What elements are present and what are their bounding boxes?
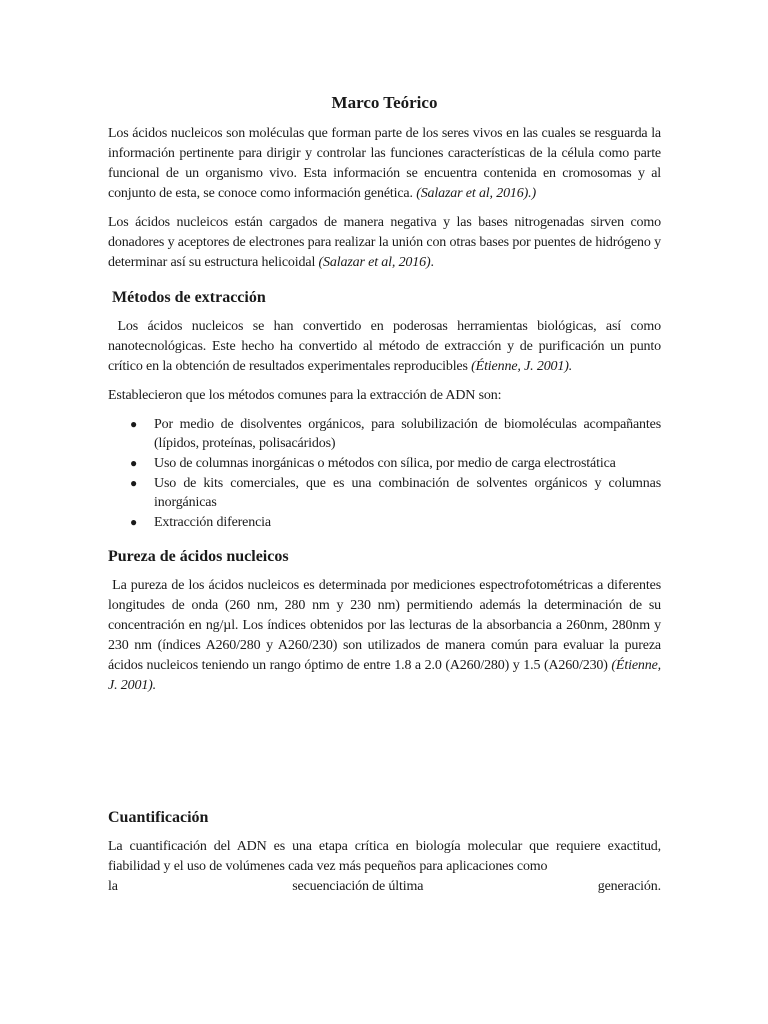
intro-paragraph-2-text: Los ácidos nucleicos están cargados de manera negativa y las bases nitrogenadas sirven como donadores y aceptores de electrones para realizar la unión con otras bases por puentes de hidrógeno y determinar así su estructura helicoidal [108, 215, 661, 270]
list-item-text: Por medio de disolventes orgánicos, para solubilización de biomoléculas acompañantes (lípidos, proteínas, polisacáridos) [154, 417, 661, 451]
list-item [130, 513, 661, 532]
blank-space [108, 705, 661, 793]
section-heading-metodos: Métodos de extracción [112, 289, 266, 306]
section-heading-pureza: Pureza de ácidos nucleicos [108, 548, 289, 565]
metodos-paragraph-1 [108, 317, 661, 377]
metodos-paragraph-1-text: Los ácidos nucleicos se han convertido en poderosas herramientas biológicas, así como nanotecnológicas. Este hecho ha convertido al método de extracción y de purificación un punto crítico en la obtención de resultados experimentales reproducibles [108, 319, 661, 374]
intro-paragraph-2 [108, 213, 661, 273]
citation: (Salazar et al, 2016) [318, 255, 431, 270]
list-item [130, 454, 661, 473]
word: la [108, 879, 118, 894]
period: . [430, 255, 434, 270]
metodos-paragraph-2: Establecieron que los métodos comunes para la extracción de ADN son: [108, 388, 502, 403]
list-item-text: Uso de columnas inorgánicas o métodos con sílica, por medio de carga electrostática [154, 456, 616, 471]
bullet-icon: ● [130, 417, 138, 431]
bullet-icon: ● [130, 515, 138, 529]
extraction-methods-list [108, 415, 661, 532]
intro-paragraph-1 [108, 124, 661, 204]
word: secuenciación de última [292, 879, 424, 894]
document-body [108, 92, 661, 897]
word: generación. [597, 879, 661, 894]
list-item-text: Uso de kits comerciales, que es una combinación de solventes orgánicos y columnas inorgánicas [154, 476, 661, 510]
citation: (Salazar et al, 2016).) [416, 186, 537, 201]
list-item-text: Extracción diferencia [154, 515, 271, 530]
pureza-paragraph-1 [108, 576, 661, 696]
page-title: Marco Teórico [331, 93, 438, 112]
intro-paragraph-1-text: Los ácidos nucleicos son moléculas que forman parte de los seres vivos en las cuales se resguarda la información pertinente para dirigir y controlar las funciones características de la célula como parte funcional de un organismo vivo. Esta información se encuentra contenida en cromosomas y al conjunto de esta, se conoce como información genética. [108, 126, 661, 201]
list-item [130, 415, 661, 453]
citation: (Étienne, J. 2001). [108, 658, 661, 693]
bullet-icon: ● [130, 476, 138, 490]
pureza-paragraph-1-text: La pureza de los ácidos nucleicos es determinada por mediciones espectrofotométricas a diferentes longitudes de onda (260 nm, 280 nm y 230 nm) permitiendo además la determinación de su concentración en ng/µl. Los índices obtenidos por las lecturas de la absorbancia a 260nm, 280nm y 230 nm (índices A260/280 y A260/230) son utilizados de manera común para evaluar la pureza ácidos nucleicos teniendo un rango óptimo de entre 1.8 a 2.0 (A260/280) y 1.5 (A260/230) [108, 578, 661, 673]
bullet-icon: ● [130, 456, 138, 470]
cuantificacion-last-line [108, 877, 661, 897]
section-heading-cuantificacion: Cuantificación [108, 809, 209, 826]
citation: (Étienne, J. 2001). [471, 359, 573, 374]
cuantificacion-paragraph-1: La cuantificación del ADN es una etapa crítica en biología molecular que requiere exactitud, fiabilidad y el uso de volúmenes cada vez más pequeños para aplicaciones como [108, 839, 661, 874]
list-item [130, 474, 661, 512]
